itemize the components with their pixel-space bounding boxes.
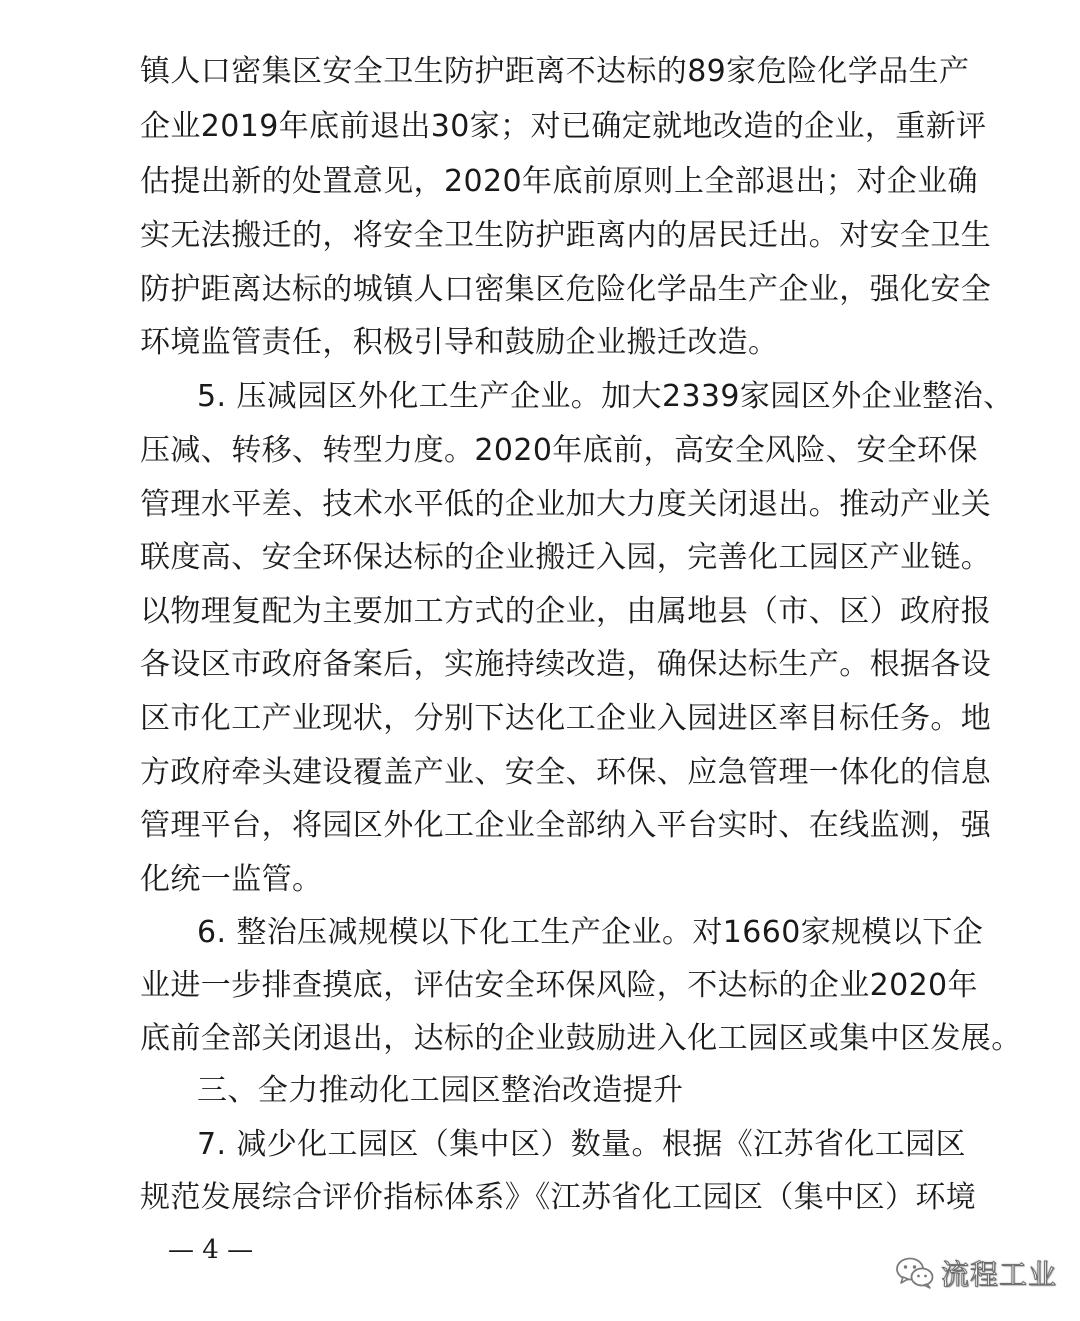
text-line: 规范发展综合评价指标体系》《江苏省化工园区（集中区）环境 <box>140 1180 977 1215</box>
text-line: 估提出新的处置意见，2020年底前原则上全部退出；对企业确 <box>140 164 978 199</box>
text-line: 镇人口密集区安全卫生防护距离不达标的89家危险化学品生产 <box>140 54 970 89</box>
text-line: 方政府牵头建设覆盖产业、安全、环保、应急管理一体化的信息 <box>140 755 992 790</box>
watermark <box>895 1252 1057 1294</box>
text-line: 管理水平差、技术水平低的企业加大力度关闭退出。推动产业关 <box>140 487 992 522</box>
paragraph-heading-6: 6. 整治压减规模以下化工生产企业。对1660家规模以下企 <box>197 915 984 950</box>
text-line: 环境监管责任，积极引导和鼓励企业搬迁改造。 <box>140 325 779 360</box>
paragraph-heading-5: 5. 压减园区外化工生产企业。加大2339家园区外企业整治、 <box>197 379 1014 414</box>
text-line: 联度高、安全环保达标的企业搬迁入园，完善化工园区产业链。 <box>140 540 992 575</box>
text-line: 管理平台，将园区外化工企业全部纳入平台实时、在线监测，强 <box>140 808 992 843</box>
watermark-text: 流程工业 <box>941 1258 1058 1291</box>
text-line: 实无法搬迁的，将安全卫生防护距离内的居民迁出。对安全卫生 <box>140 218 992 253</box>
text-line: 各设区市政府备案后，实施持续改造，确保达标生产。根据各设 <box>140 647 992 682</box>
wechat-icon <box>895 1256 935 1290</box>
page-number: — 4 — <box>168 1235 254 1265</box>
text-line: 业进一步排查摸底，评估安全环保风险，不达标的企业2020年 <box>140 968 978 1003</box>
text-line: 防护距离达标的城镇人口密集区危险化学品生产企业，强化安全 <box>140 272 992 307</box>
text-line: 压减、转移、转型力度。2020年底前，高安全风险、安全环保 <box>140 433 978 468</box>
text-line: 企业2019年底前退出30家；对已确定就地改造的企业，重新评 <box>140 109 987 144</box>
text-line: 区市化工产业现状，分别下达化工企业入园进区率目标任务。地 <box>140 701 992 736</box>
section-heading: 三、全力推动化工园区整治改造提升 <box>197 1073 684 1108</box>
text-line: 以物理复配为主要加工方式的企业，由属地县（市、区）政府报 <box>140 594 992 629</box>
paragraph-heading-7: 7. 减少化工园区（集中区）数量。根据《江苏省化工园区 <box>197 1127 966 1162</box>
text-line: 化统一监管。 <box>140 862 323 897</box>
text-line: 底前全部关闭退出，达标的企业鼓励进入化工园区或集中区发展。 <box>140 1021 1022 1056</box>
